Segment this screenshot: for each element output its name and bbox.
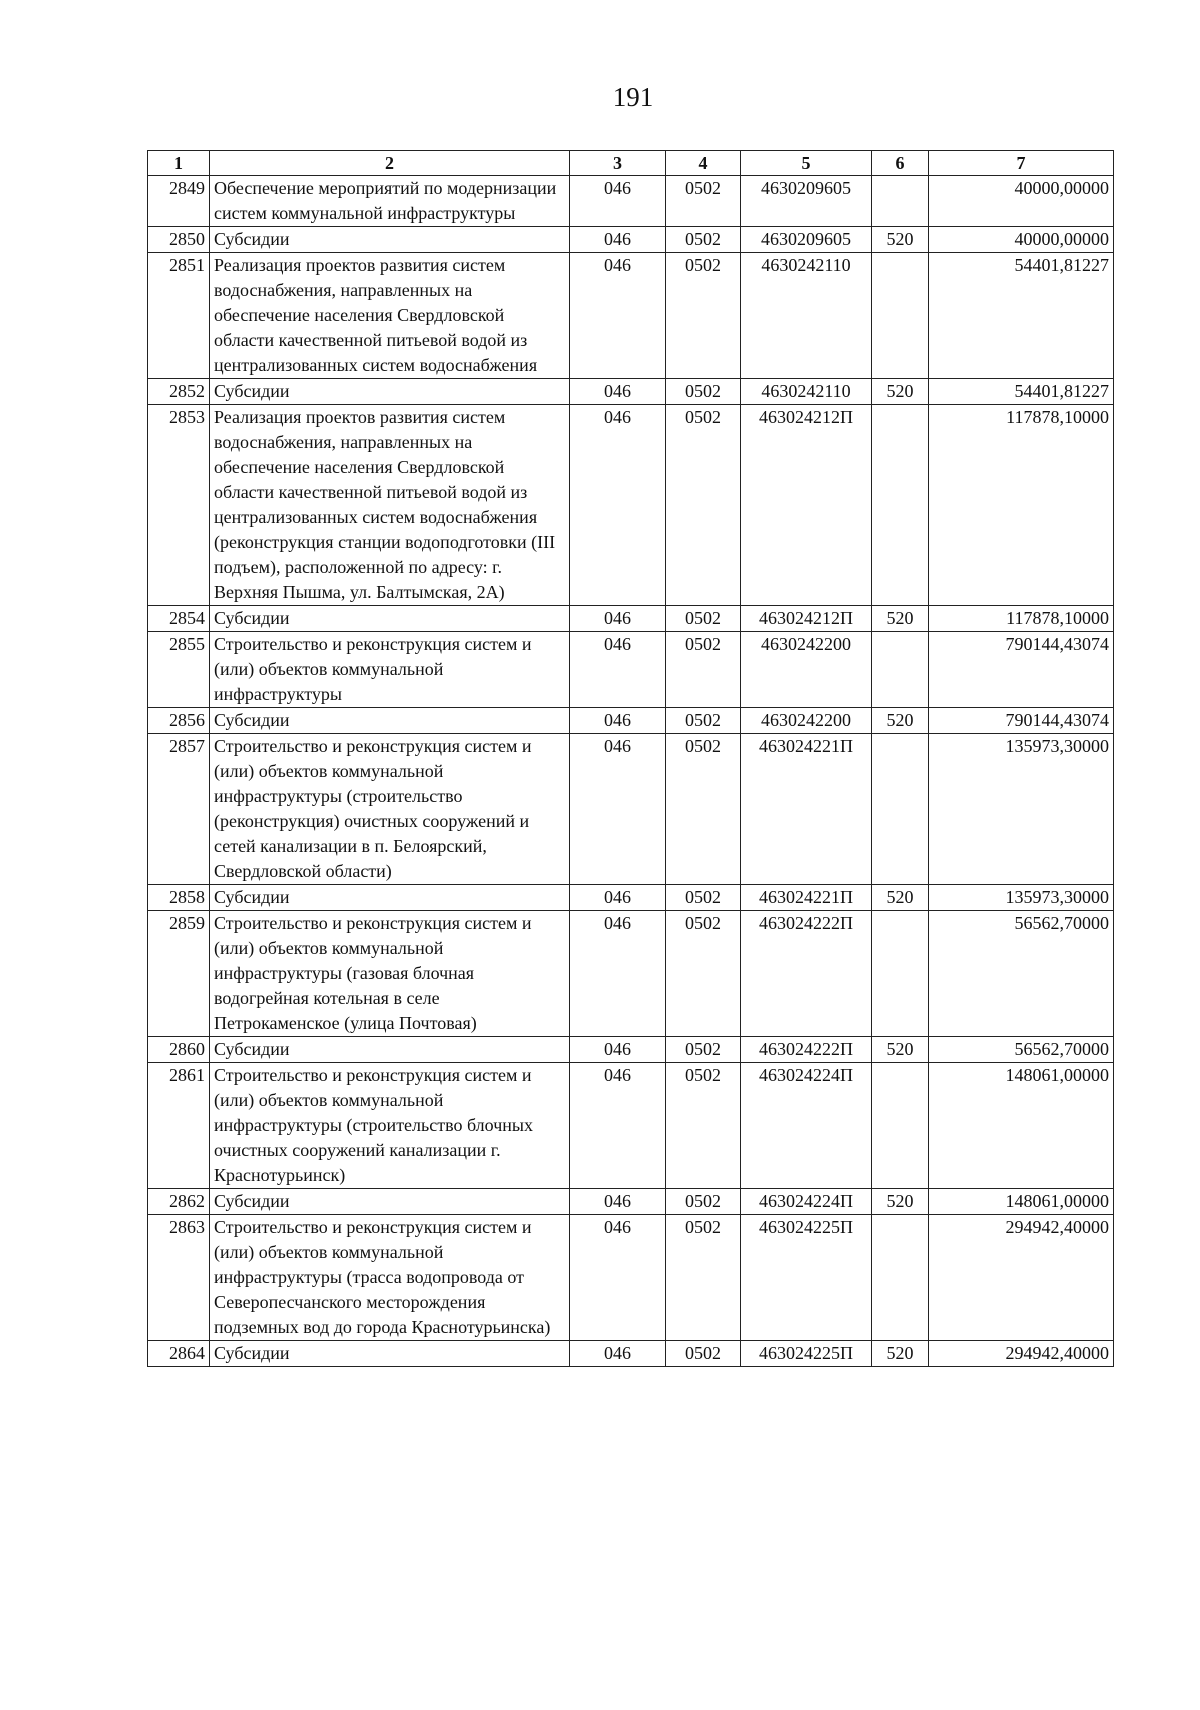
row-amount: 294942,40000 (929, 1215, 1114, 1341)
table-row (148, 379, 1114, 405)
row-col-4: 0502 (666, 606, 741, 632)
row-amount: 790144,43074 (929, 708, 1114, 734)
row-col-3: 046 (570, 632, 666, 708)
row-col-4: 0502 (666, 1215, 741, 1341)
row-name: Строительство и реконструкция систем и (или) объектов коммунальной инфраструктуры (210, 632, 570, 708)
row-name: Обеспечение мероприятий по модернизации систем коммунальной инфраструктуры (210, 176, 570, 227)
row-col-5: 463024225П (741, 1215, 872, 1341)
row-col-6: 520 (872, 708, 929, 734)
row-col-4: 0502 (666, 379, 741, 405)
row-number: 2852 (148, 379, 210, 405)
row-number: 2851 (148, 253, 210, 379)
row-amount: 54401,81227 (929, 379, 1114, 405)
table-row (148, 1189, 1114, 1215)
header-col-6: 6 (872, 151, 929, 176)
row-col-6 (872, 911, 929, 1037)
row-number: 2850 (148, 227, 210, 253)
table-row (148, 911, 1114, 1037)
row-col-3: 046 (570, 1037, 666, 1063)
row-col-5: 4630209605 (741, 227, 872, 253)
row-number: 2861 (148, 1063, 210, 1189)
row-col-4: 0502 (666, 227, 741, 253)
row-col-5: 4630242200 (741, 632, 872, 708)
row-name: Строительство и реконструкция систем и (или) объектов коммунальной инфраструктуры (трасса водопровода от Северопесчанского месторождения подземных вод до города Краснотурьинска) (210, 1215, 570, 1341)
row-col-5: 4630242110 (741, 253, 872, 379)
row-col-4: 0502 (666, 708, 741, 734)
row-number: 2863 (148, 1215, 210, 1341)
header-row (148, 151, 1114, 176)
row-col-3: 046 (570, 606, 666, 632)
row-name: Субсидии (210, 379, 570, 405)
row-name: Строительство и реконструкция систем и (или) объектов коммунальной инфраструктуры (строительство (реконструкция) очистных сооружений и сетей канализации в п. Белоярский, Свердловской области) (210, 734, 570, 885)
header-col-7: 7 (929, 151, 1114, 176)
row-name: Реализация проектов развития систем водоснабжения, направленных на обеспечение населения Свердловской области качественной питьевой водой из централизованных систем водоснабжения (реконструкция станции водоподготовки (III подъем), расположенной по адресу: г. Верхняя Пышма, ул. Балтымская, 2А) (210, 405, 570, 606)
row-name: Субсидии (210, 606, 570, 632)
row-amount: 40000,00000 (929, 176, 1114, 227)
row-col-3: 046 (570, 1215, 666, 1341)
row-amount: 148061,00000 (929, 1189, 1114, 1215)
row-col-6 (872, 176, 929, 227)
row-col-6: 520 (872, 1341, 929, 1367)
row-col-6: 520 (872, 379, 929, 405)
table-row (148, 253, 1114, 379)
row-col-3: 046 (570, 405, 666, 606)
row-col-6: 520 (872, 1037, 929, 1063)
row-col-3: 046 (570, 1341, 666, 1367)
row-col-3: 046 (570, 1063, 666, 1189)
row-col-4: 0502 (666, 1189, 741, 1215)
header-col-5: 5 (741, 151, 872, 176)
row-amount: 148061,00000 (929, 1063, 1114, 1189)
row-col-3: 046 (570, 885, 666, 911)
row-col-3: 046 (570, 176, 666, 227)
row-col-6 (872, 1215, 929, 1341)
row-col-5: 463024221П (741, 734, 872, 885)
row-col-4: 0502 (666, 734, 741, 885)
row-col-5: 463024224П (741, 1063, 872, 1189)
table-row (148, 405, 1114, 606)
row-number: 2860 (148, 1037, 210, 1063)
row-col-4: 0502 (666, 176, 741, 227)
row-name: Субсидии (210, 708, 570, 734)
table-row (148, 227, 1114, 253)
row-name: Субсидии (210, 227, 570, 253)
row-amount: 790144,43074 (929, 632, 1114, 708)
row-col-4: 0502 (666, 253, 741, 379)
row-col-4: 0502 (666, 405, 741, 606)
row-col-5: 463024222П (741, 1037, 872, 1063)
row-col-6 (872, 1063, 929, 1189)
row-amount: 117878,10000 (929, 405, 1114, 606)
row-col-5: 463024225П (741, 1341, 872, 1367)
row-col-3: 046 (570, 227, 666, 253)
row-number: 2853 (148, 405, 210, 606)
row-amount: 117878,10000 (929, 606, 1114, 632)
row-amount: 56562,70000 (929, 911, 1114, 1037)
table-row (148, 885, 1114, 911)
row-col-5: 463024212П (741, 606, 872, 632)
table-row (148, 632, 1114, 708)
row-col-6: 520 (872, 1189, 929, 1215)
row-col-6: 520 (872, 885, 929, 911)
row-col-3: 046 (570, 253, 666, 379)
row-amount: 294942,40000 (929, 1341, 1114, 1367)
row-col-3: 046 (570, 708, 666, 734)
row-amount: 135973,30000 (929, 885, 1114, 911)
row-col-6 (872, 734, 929, 885)
table-body (148, 176, 1114, 1367)
table-row (148, 606, 1114, 632)
row-col-4: 0502 (666, 1341, 741, 1367)
row-amount: 56562,70000 (929, 1037, 1114, 1063)
table-row (148, 1215, 1114, 1341)
row-col-3: 046 (570, 1189, 666, 1215)
row-number: 2858 (148, 885, 210, 911)
header-col-1: 1 (148, 151, 210, 176)
table-row (148, 1341, 1114, 1367)
row-name: Реализация проектов развития систем водоснабжения, направленных на обеспечение населения Свердловской области качественной питьевой водой из централизованных систем водоснабжения (210, 253, 570, 379)
table-row (148, 1037, 1114, 1063)
row-number: 2862 (148, 1189, 210, 1215)
row-col-5: 463024222П (741, 911, 872, 1037)
row-col-6 (872, 405, 929, 606)
row-name: Субсидии (210, 1037, 570, 1063)
page-number: 191 (612, 82, 654, 112)
budget-table (147, 150, 1114, 1367)
row-amount: 40000,00000 (929, 227, 1114, 253)
row-amount: 54401,81227 (929, 253, 1114, 379)
row-col-4: 0502 (666, 911, 741, 1037)
header-col-4: 4 (666, 151, 741, 176)
table-row (148, 708, 1114, 734)
row-number: 2849 (148, 176, 210, 227)
row-col-3: 046 (570, 379, 666, 405)
header-col-2: 2 (210, 151, 570, 176)
row-name: Субсидии (210, 885, 570, 911)
row-number: 2864 (148, 1341, 210, 1367)
row-col-4: 0502 (666, 632, 741, 708)
row-number: 2854 (148, 606, 210, 632)
table-row (148, 176, 1114, 227)
row-amount: 135973,30000 (929, 734, 1114, 885)
row-col-5: 4630242110 (741, 379, 872, 405)
row-number: 2855 (148, 632, 210, 708)
row-name: Субсидии (210, 1341, 570, 1367)
table-row (148, 1063, 1114, 1189)
row-col-4: 0502 (666, 885, 741, 911)
header-col-3: 3 (570, 151, 666, 176)
row-col-6: 520 (872, 227, 929, 253)
row-col-5: 463024221П (741, 885, 872, 911)
row-col-5: 4630242200 (741, 708, 872, 734)
row-col-4: 0502 (666, 1037, 741, 1063)
row-col-5: 463024212П (741, 405, 872, 606)
row-col-6: 520 (872, 606, 929, 632)
row-number: 2857 (148, 734, 210, 885)
row-col-6 (872, 632, 929, 708)
row-col-4: 0502 (666, 1063, 741, 1189)
row-number: 2859 (148, 911, 210, 1037)
row-col-3: 046 (570, 734, 666, 885)
table-row (148, 734, 1114, 885)
row-col-5: 4630209605 (741, 176, 872, 227)
row-name: Строительство и реконструкция систем и (или) объектов коммунальной инфраструктуры (строительство блочных очистных сооружений канализации г. Краснотурьинск) (210, 1063, 570, 1189)
row-col-6 (872, 253, 929, 379)
row-name: Субсидии (210, 1189, 570, 1215)
row-col-3: 046 (570, 911, 666, 1037)
row-number: 2856 (148, 708, 210, 734)
row-col-5: 463024224П (741, 1189, 872, 1215)
row-name: Строительство и реконструкция систем и (или) объектов коммунальной инфраструктуры (газовая блочная водогрейная котельная в селе Петрокаменское (улица Почтовая) (210, 911, 570, 1037)
